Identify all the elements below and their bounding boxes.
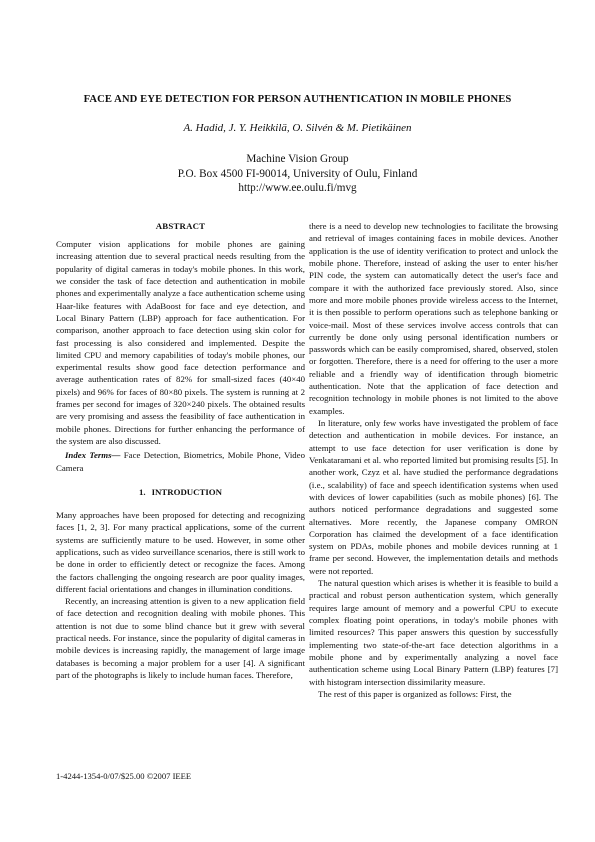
affiliation-address: P.O. Box 4500 FI-90014, University of Oulu, Finland xyxy=(177,167,418,180)
intro-paragraph-3: there is a need to develop new technologies to facilitate the browsing and retrieval of images containing faces in mobile devices. Another application is the use of identity verification to protect and unlock the mobile phone. Therefore, instead of asking the user to enter his/her PIN code, the system can automatically detect the user's face and compare it with the authorized face previously stored. Also, since more and more mobile phones provide wireless access to the Internet, it is then possible to perform operations such as telephone banking or voice-mail. Most of these services involve access controls that can currently be done only using personal identification numbers or passwords which can be easily compromised, shared, observed, stolen or forgotten. Therefore, there is a need for offering to the user a more reliable and a friendly way of identification through biometric authentication. Note that the application of face detection and recognition technology in mobile phones is not limited to the above examples. xyxy=(309,221,558,416)
index-terms-label: Index Terms— xyxy=(65,450,121,461)
intro-paragraph-1: Many approaches have been proposed for detecting and recognizing faces [1, 2, 3]. For many practical applications, some of the current systems are sufficiently mature to be used. However, in some other applications, such as video surveillance scenarios, there is still work to be done in order to efficiently detect or recognize the faces. Among the factors challenging the ongoing research are poor quality images, different facial orientations and changes in illumination conditions. xyxy=(56,509,305,594)
paper-title: FACE AND EYE DETECTION FOR PERSON AUTHENTICATION IN MOBILE PHONES xyxy=(83,94,512,105)
index-terms-text: Face Detection, Biometrics, Mobile Phone, Video Camera xyxy=(56,450,305,473)
right-column xyxy=(309,220,558,700)
index-terms xyxy=(56,449,305,474)
affiliation-block xyxy=(40,152,555,196)
affiliation-url[interactable]: http://www.ee.oulu.fi/mvg xyxy=(238,182,357,194)
intro-paragraph-2: Recently, an increasing attention is given to a new application field of face detection and recognition dealing with mobile phones. This attention is not due to some blind chance but it grew with several practical needs. For instance, since the popularity of digital cameras in mobile devices is increasing rapidly, the management of large image databases is becoming a major problem for a user [4]. A significant part of the photographs is likely to include human faces. Therefore, xyxy=(56,596,305,680)
intro-paragraph-6: The rest of this paper is organized as follows: First, the xyxy=(318,688,512,699)
introduction-title: INTRODUCTION xyxy=(151,486,222,497)
introduction-number: 1. xyxy=(139,486,146,497)
author-list: A. Hadid, J. Y. Heikkilä, O. Silvén & M. Pietikäinen xyxy=(183,122,412,134)
abstract-text: Computer vision applications for mobile phones are gaining increasing attention due to several practical needs resulting from the popularity of digital cameras in today's mobile phones. In this work, we consider the task of face detection and authentication in mobile phones and experimentally analyze a face authentication scheme using Haar-like features with AdaBoost for face and eye detection, and Local Binary Pattern (LBP) approach for face authentication. For comparison, another approach to face detection using skin color for fast processing is also considered and implemented. Despite the limited CPU and memory capabilities of today's mobile phones, our experimental results show good face detection performance and average authentication rates of 82% for small-sized faces (40×40 pixels) and 96% for faces of 80×80 pixels. The system is running at 2 frames per second for images of 320×240 pixels. The obtained results are very promising and assess the feasibility of face authentication in mobile phones. Directions for further enhancing the performance of the system are also discussed. xyxy=(56,239,305,446)
affiliation-group: Machine Vision Group xyxy=(246,153,349,165)
copyright-footer: 1-4244-1354-0/07/$25.00 ©2007 IEEE xyxy=(56,771,192,781)
intro-paragraph-4: In literature, only few works have investigated the problem of face detection and authentication in mobile devices. For instance, an attempt to use face detection for user verification is done by Venkataramani et al. who reported limited but promising results [5]. In another work, Czyz et al. have studied the performance degradations (i.e., scalability) of face and speech identification systems when used with devices of lower capabilities (such as mobile phones) [6]. The authors noticed performance degradations and suggested some alternatives. More recently, the Japanese company OMRON Corporation has claimed the development of a face identification system on PDAs, mobile phones and mobile devices running at 1 frame per second. However, the implementation details and methods were not reported. xyxy=(309,418,558,576)
left-column xyxy=(56,220,305,681)
abstract-heading: ABSTRACT xyxy=(155,221,206,231)
introduction-heading xyxy=(56,486,305,498)
intro-paragraph-5: The natural question which arises is whether it is feasible to build a practical and robust person authentication system, which generally requires large amount of memory and a powerful CPU to execute complex floating point operations, in today's mobile phones with limited resources? This paper answers this question by successfully implementing two state-of-the-art face detection algorithms in a mobile phone and by experimentally analyzing a novel face authentication scheme using Local Binary Pattern (LBP) features [7] with histogram intersection dissimilarity measure. xyxy=(309,578,558,687)
